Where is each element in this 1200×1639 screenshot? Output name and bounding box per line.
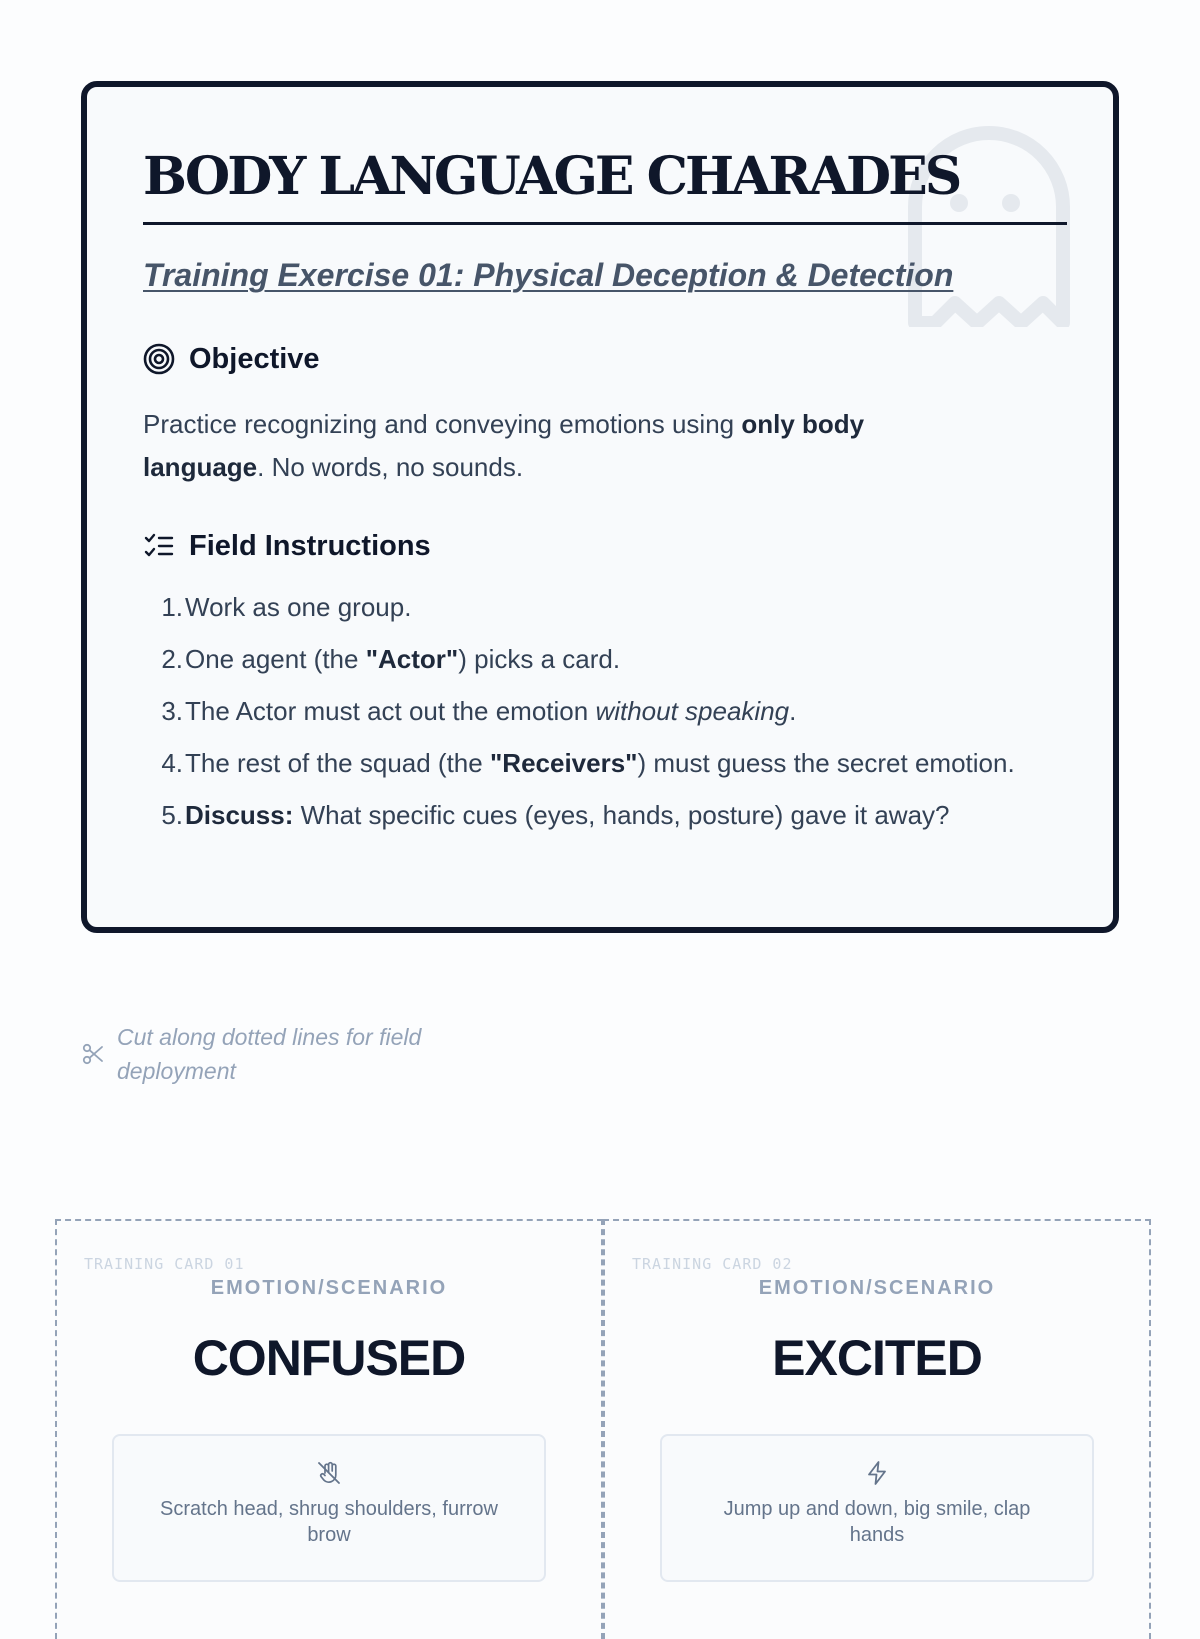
step-text — [185, 691, 1043, 731]
training-card-02 — [603, 1219, 1151, 1639]
target-icon — [143, 343, 175, 375]
lightning-icon — [864, 1460, 890, 1486]
step-text-emphasis: Discuss: — [185, 800, 294, 830]
step-text — [185, 743, 1043, 783]
card-hint-text: Jump up and down, big smile, clap hands — [723, 1498, 1031, 1546]
instruction-step — [143, 691, 1043, 731]
cut-hint-text: Cut along dotted lines for field deployment — [117, 1024, 422, 1084]
card-hint-box — [112, 1434, 546, 1582]
card-id-label: TRAINING CARD 01 — [84, 1255, 245, 1273]
objective-text — [143, 403, 973, 489]
step-number: 5. — [161, 800, 183, 830]
card-kicker: EMOTION/SCENARIO — [210, 1277, 448, 1299]
step-text-part: What specific cues (eyes, hands, posture) gave it away? — [293, 800, 950, 830]
instruction-list — [143, 587, 1043, 847]
step-text-part: The rest of the squad (the — [185, 748, 490, 778]
step-text-part: Work as one group. — [185, 592, 412, 622]
cut-hint — [81, 1020, 477, 1088]
card-emotion: EXCITED — [772, 1330, 982, 1386]
title-divider — [143, 222, 1067, 225]
step-text-part: The Actor must act out the emotion — [185, 696, 596, 726]
step-number: 2. — [161, 644, 183, 674]
page-title: BODY LANGUAGE CHARADES — [143, 146, 960, 207]
objective-text-part: . No words, no sounds. — [257, 452, 524, 482]
card-hint-text: Scratch head, shrug shoulders, furrow brow — [160, 1498, 498, 1546]
step-text-emphasis: without speaking — [595, 696, 790, 726]
step-text-part: ) must guess the secret emotion. — [637, 748, 1015, 778]
objective-text-part: Practice recognizing and conveying emotions using — [143, 409, 742, 439]
step-number: 1. — [161, 592, 183, 622]
step-text — [185, 795, 1043, 835]
card-emotion: CONFUSED — [192, 1330, 466, 1386]
checklist-icon — [143, 530, 175, 562]
step-text — [185, 639, 1043, 679]
step-text-emphasis: "Receivers" — [489, 748, 638, 778]
card-kicker: EMOTION/SCENARIO — [758, 1277, 996, 1299]
card-hint-box — [660, 1434, 1094, 1582]
training-card-01 — [55, 1219, 603, 1639]
instructions-heading — [143, 529, 431, 563]
step-text-part: One agent (the — [185, 644, 366, 674]
instruction-step — [143, 639, 1043, 679]
page-subtitle: Training Exercise 01: Physical Deception & Detection — [143, 257, 954, 293]
step-text-emphasis: "Actor" — [365, 644, 459, 674]
step-number: 3. — [161, 696, 183, 726]
objective-heading-label: Objective — [189, 342, 320, 375]
step-text-part: ) picks a card. — [458, 644, 621, 674]
step-text-part: . — [789, 696, 797, 726]
objective-heading — [143, 342, 320, 376]
instructions-heading-label: Field Instructions — [189, 529, 431, 562]
instruction-step — [143, 795, 1043, 835]
step-text — [185, 587, 1043, 627]
step-number: 4. — [161, 748, 183, 778]
scissors-icon — [81, 1042, 105, 1066]
objective-text-emphasis: only body language — [143, 409, 865, 482]
instruction-step — [143, 587, 1043, 627]
briefing-card — [81, 81, 1119, 933]
instruction-step — [143, 743, 1043, 783]
card-id-label: TRAINING CARD 02 — [632, 1255, 793, 1273]
hand-off-icon — [316, 1460, 342, 1486]
